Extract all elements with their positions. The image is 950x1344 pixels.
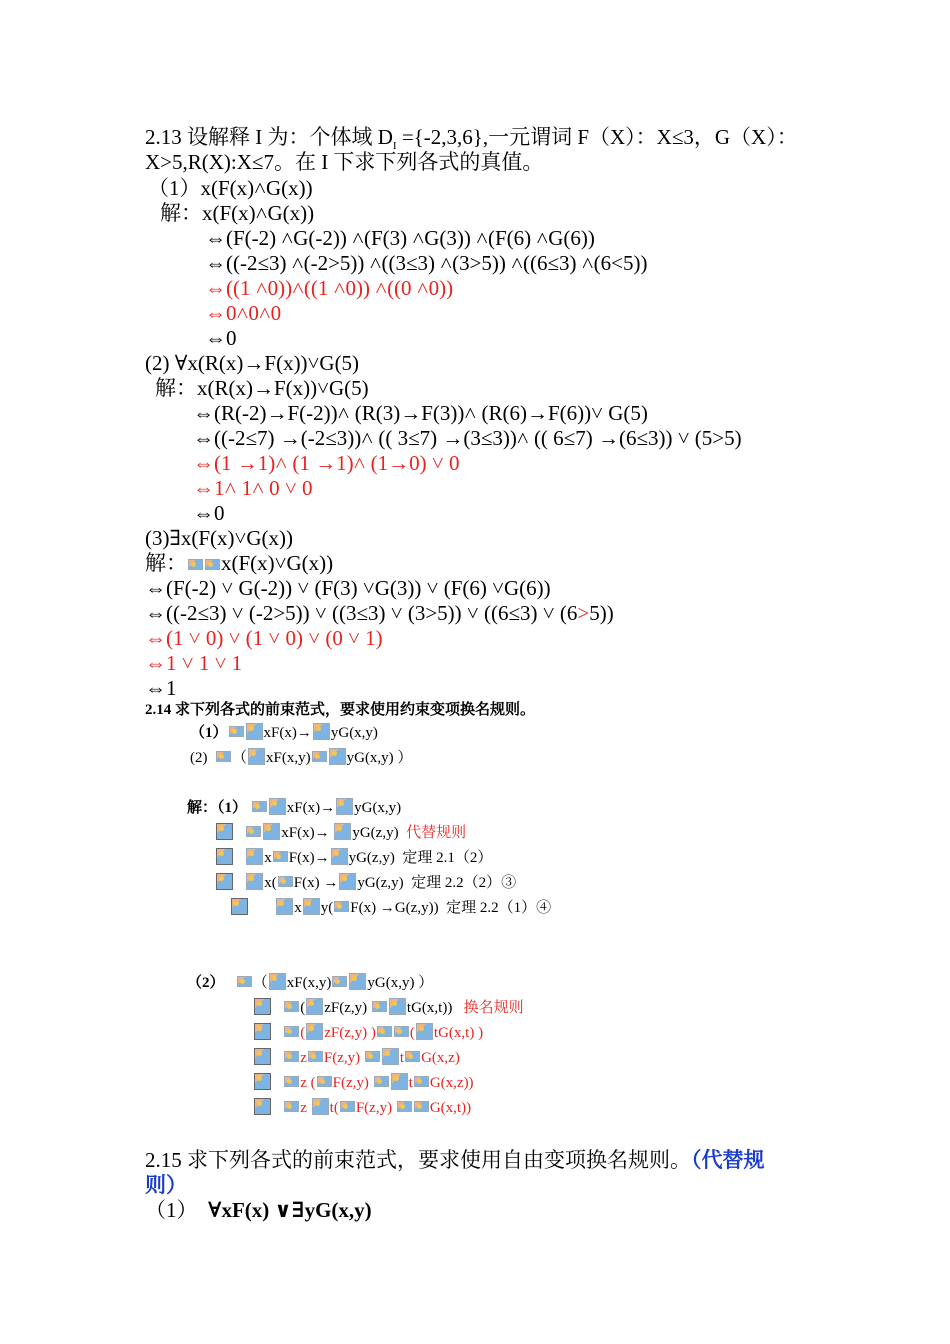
s214-sol2-a: （ (252, 975, 268, 991)
s213-line1-text2: ={-2,3,6},一元谓词 F（X）：X≤3，G（X）： (396, 125, 798, 149)
broken-image-icon (391, 1073, 408, 1090)
p3-question: (3)∃x(F(x)˅G(x)) (145, 526, 294, 550)
broken-image-icon (365, 1051, 380, 1062)
broken-image-icon (216, 751, 231, 762)
s214-r4-c: F(x) →G(z,y)) (350, 900, 439, 916)
broken-image-icon (246, 848, 263, 865)
broken-image-icon (382, 1048, 399, 1065)
s214-t3 (253, 1048, 460, 1068)
broken-image-icon (336, 798, 353, 815)
s214-r2-b: F(x)→ (288, 850, 330, 866)
broken-image-icon (405, 1051, 420, 1062)
broken-image-icon (414, 1076, 429, 1087)
broken-image-icon (306, 1023, 323, 1040)
s214-sol2-c: yG(x,y) ） (367, 975, 434, 991)
s214-t5-b: t( (329, 1100, 339, 1116)
broken-image-icon (284, 1026, 299, 1037)
s214-q2-c: yG(x,y) ） (346, 750, 413, 766)
p3-step5: ⇔1 (145, 676, 177, 700)
broken-image-icon (334, 823, 351, 840)
broken-image-icon (254, 1073, 271, 1090)
s214-sol2-b: xF(x,y) (286, 975, 332, 991)
broken-image-icon (216, 848, 233, 865)
s214-t3-b: F(z,y) (323, 1050, 361, 1066)
s213-line1-sub: I (392, 140, 397, 153)
p2-solution: 解：x(R(x)→F(x))˅G(5) (155, 376, 369, 400)
s214-r3-c: yG(z,y) (357, 875, 404, 891)
s214-t4-d: G(x,z)) (429, 1075, 474, 1091)
broken-image-icon (394, 1026, 409, 1037)
broken-image-icon (269, 798, 286, 815)
s214-r1-b: yG(z,y) (352, 825, 399, 841)
s214-r1 (215, 823, 466, 843)
broken-image-icon (317, 1076, 332, 1087)
broken-image-icon (269, 973, 286, 990)
s214-r3 (215, 873, 516, 893)
broken-image-icon (312, 751, 327, 762)
broken-image-icon (188, 559, 203, 570)
s215-line1 (145, 1147, 765, 1173)
p2-step4: ⇔1˄ 1˄ 0 ˅ 0 (193, 476, 313, 500)
s215-line1-blue: （代替规 (691, 1148, 765, 1172)
s214-t4-b: F(z,y) (332, 1075, 369, 1091)
broken-image-icon (397, 1101, 412, 1112)
s214-t1-note: 换名规则 (463, 1000, 524, 1016)
p2-step5: ⇔0 (193, 501, 225, 525)
broken-image-icon (273, 851, 288, 862)
s214-t2-d: tG(x,t) ) (433, 1025, 484, 1041)
s215-q1 (145, 1197, 372, 1223)
s214-r2-a: x (264, 850, 272, 866)
s214-sol1 (187, 798, 401, 818)
p3-step2-gt: > (577, 601, 590, 625)
broken-image-icon (377, 1026, 392, 1037)
s214-t5 (253, 1098, 471, 1118)
p1-question: （1）x(F(x)˄G(x)) (148, 176, 313, 200)
broken-image-icon (229, 726, 244, 737)
s214-t2 (253, 1023, 483, 1043)
broken-image-icon (340, 1101, 355, 1112)
s214-r1-a: xF(x)→ (281, 825, 330, 841)
s214-r3-a: x( (264, 875, 277, 891)
s214-q1-b: yG(x,y) (330, 725, 378, 741)
p1-step1: ⇔(F(-2) ˄G(-2)) ˄(F(3) ˄G(3)) ˄(F(6) ˄G(6)) (205, 226, 595, 250)
s214-r4-b: y( (320, 900, 334, 916)
s214-sol2-label: （2） (187, 975, 225, 991)
broken-image-icon (372, 1001, 387, 1012)
s214-t4 (253, 1073, 474, 1093)
broken-image-icon (389, 998, 406, 1015)
broken-image-icon (284, 1001, 299, 1012)
s214-r1-note: 代替规则 (406, 825, 467, 841)
broken-image-icon (312, 1098, 329, 1115)
s214-q1-label: （1） (190, 725, 228, 741)
broken-image-icon (216, 873, 233, 890)
broken-image-icon (216, 823, 233, 840)
s215-line1-text: 2.15 求下列各式的前束范式，要求使用自由变项换名规则。 (145, 1148, 691, 1172)
broken-image-icon (303, 898, 320, 915)
broken-image-icon (332, 976, 347, 987)
p2-step2: ⇔((-2≤7) →(-2≤3))˄ (( 3≤7) →(3≤3))˄ (( 6≤7) →(6≤3)) ˅ (5>5) (193, 426, 742, 450)
s215-line2: 则） (145, 1173, 187, 1197)
s215-q1-label: （1） (145, 1198, 198, 1222)
broken-image-icon (246, 826, 261, 837)
p3-step2 (145, 600, 614, 626)
p2-question: (2) ∀x(R(x)→F(x))˅G(5) (145, 351, 360, 375)
p3-solution-text: x(F(x)˅G(x)) (221, 551, 334, 575)
s214-sol1-label: 解：（1） (187, 800, 248, 816)
p1-step4: ⇔0˄0˄0 (205, 301, 282, 325)
broken-image-icon (263, 823, 280, 840)
s214-sol1-a: xF(x)→ (286, 800, 336, 816)
s214-t3-c: t (399, 1050, 405, 1066)
broken-image-icon (284, 1076, 299, 1087)
p2-step1: ⇔(R(-2)→F(-2))˄ (R(3)→F(3))˄ (R(6)→F(6))˅ G(5) (193, 401, 648, 425)
broken-image-icon (237, 976, 252, 987)
s214-q2-label: (2) (190, 750, 208, 766)
s214-r4-note: 定理 2.2（1）④ (446, 900, 552, 916)
s214-q1-a: xF(x)→ (263, 725, 312, 741)
p3-solution-label: 解： (145, 551, 187, 575)
s213-line2: X>5,R(X):X≤7。在 I 下求下列各式的真值。 (145, 150, 544, 174)
p3-step4: ⇔1 ˅ 1 ˅ 1 (145, 651, 243, 675)
s214-t2-b: zF(z,y) ) (324, 1025, 376, 1041)
broken-image-icon (284, 1051, 299, 1062)
p3-step2-text: ⇔((-2≤3) ˅ (-2>5)) ˅ ((3≤3) ˅ (3>5)) ˅ ((6≤3) ˅ (6 (145, 601, 578, 625)
broken-image-icon (308, 1051, 323, 1062)
s214-r4 (230, 898, 551, 918)
s214-title: 2.14 求下列各式的前束范式，要求使用约束变项换名规则。 (145, 702, 536, 718)
s214-sol2 (187, 973, 433, 993)
broken-image-icon (306, 998, 323, 1015)
s214-t4-a: z ( (300, 1075, 316, 1091)
p3-step2-end: 5)) (589, 601, 614, 625)
broken-image-icon (248, 748, 265, 765)
s214-r3-b: F(x) → (293, 875, 339, 891)
s214-q2-b: xF(x,y) (266, 750, 311, 766)
s214-t1-b: zF(z,y) (324, 1000, 368, 1016)
broken-image-icon (252, 801, 267, 812)
s215-q1-formula: ∀xF(x) ∨∃yG(x,y) (208, 1198, 372, 1222)
s214-t1 (253, 998, 524, 1018)
s214-r2 (215, 848, 492, 868)
broken-image-icon (246, 873, 263, 890)
s214-t3-d: G(x,z) (421, 1050, 460, 1066)
broken-image-icon (414, 1101, 429, 1112)
s214-r2-note: 定理 2.1（2） (402, 850, 493, 866)
s214-sol1-b: yG(x,y) (354, 800, 402, 816)
broken-image-icon (416, 1023, 433, 1040)
s214-t4-c: t (408, 1075, 413, 1091)
s214-t5-a: z (300, 1100, 307, 1116)
p3-step3: ⇔(1 ˅ 0) ˅ (1 ˅ 0) ˅ (0 ˅ 1) (145, 626, 383, 650)
s214-r2-c: yG(z,y) (348, 850, 395, 866)
s214-q2-a: （ (232, 750, 248, 766)
broken-image-icon (246, 723, 263, 740)
broken-image-icon (334, 901, 349, 912)
broken-image-icon (254, 1048, 271, 1065)
broken-image-icon (374, 1076, 389, 1087)
broken-image-icon (331, 848, 348, 865)
s214-t2-c: ( (409, 1025, 415, 1041)
broken-image-icon (205, 559, 220, 570)
s214-t5-c: F(z,y) (355, 1100, 393, 1116)
s214-r3-note: 定理 2.2（2）③ (411, 875, 517, 891)
s213-line1-text: 2.13 设解释 I 为：个体域 D (145, 125, 393, 149)
s214-r4-a: x (294, 900, 302, 916)
broken-image-icon (329, 748, 346, 765)
p1-solution: 解：x(F(x)˄G(x)) (160, 201, 315, 225)
broken-image-icon (339, 873, 356, 890)
s214-q1 (190, 723, 378, 743)
p1-step2: ⇔((-2≤3) ˄(-2>5)) ˄((3≤3) ˄(3>5)) ˄((6≤3) ˄(6<5)) (205, 251, 648, 275)
broken-image-icon (278, 876, 293, 887)
broken-image-icon (254, 998, 271, 1015)
broken-image-icon (254, 1098, 271, 1115)
broken-image-icon (231, 898, 248, 915)
s214-t1-c: tG(x,t)) (406, 1000, 453, 1016)
s214-t5-d: G(x,t)) (429, 1100, 472, 1116)
p1-step5: ⇔0 (205, 326, 237, 350)
broken-image-icon (349, 973, 366, 990)
broken-image-icon (276, 898, 293, 915)
broken-image-icon (254, 1023, 271, 1040)
broken-image-icon (284, 1101, 299, 1112)
s214-q2 (190, 748, 412, 768)
p2-step3: ⇔(1 →1)˄ (1 →1)˄ (1→0) ˅ 0 (193, 451, 460, 475)
p3-step1: ⇔(F(-2) ˅ G(-2)) ˅ (F(3) ˅G(3)) ˅ (F(6) ˅G(6)) (145, 576, 551, 600)
p1-step3: ⇔((1 ˄0))˄((1 ˄0)) ˄((0 ˄0)) (205, 276, 454, 300)
s214-t1-a: ( (300, 1000, 306, 1016)
p3-solution (145, 550, 333, 576)
broken-image-icon (313, 723, 330, 740)
s214-t2-a: ( (300, 1025, 306, 1041)
s214-t3-a: z (300, 1050, 307, 1066)
